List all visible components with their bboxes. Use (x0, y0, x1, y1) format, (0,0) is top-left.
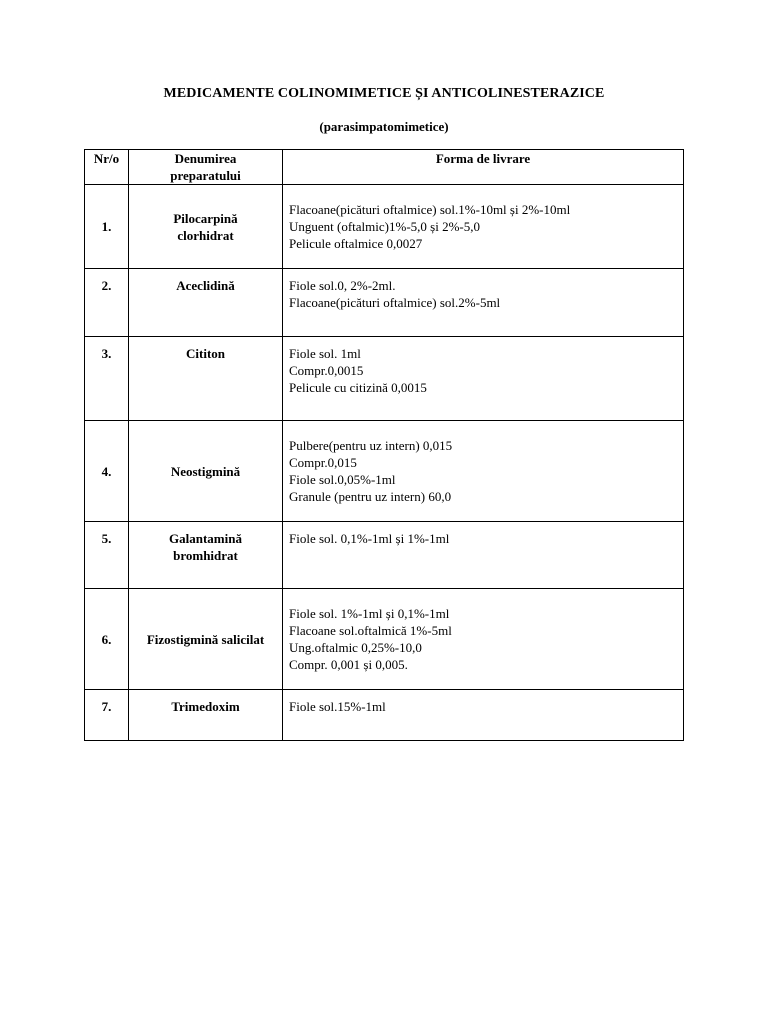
row-number (85, 421, 129, 522)
row-number-text: 1. (101, 219, 112, 234)
row-number-text: 6. (101, 631, 112, 647)
delivery-form-line: Fiole sol. 1ml (289, 346, 361, 361)
header-name-line1: Denumirea (174, 151, 237, 166)
table-row (85, 337, 684, 421)
header-name (129, 150, 283, 185)
delivery-forms (283, 269, 684, 337)
delivery-forms (283, 185, 684, 269)
drug-name-line: clorhidrat (177, 227, 234, 243)
delivery-form-line: Fiole sol.0, 2%-2ml. (289, 278, 396, 293)
row-number-text: 4. (101, 463, 112, 479)
drug-name (129, 269, 283, 337)
drug-name-line: Trimedoxim (171, 699, 240, 714)
row-number-text: 2. (101, 278, 112, 293)
delivery-form-line: Fiole sol. 1%-1ml și 0,1%-1ml (289, 606, 450, 621)
delivery-forms (283, 421, 684, 522)
row-number (85, 690, 129, 741)
drug-name (129, 421, 283, 522)
delivery-form-line: Flacoane sol.oftalmică 1%-5ml (289, 623, 452, 638)
drug-name-line: bromhidrat (173, 548, 238, 563)
delivery-form-line: Pulbere(pentru uz intern) 0,015 (289, 438, 453, 453)
table-row (85, 269, 684, 337)
drug-name-line: Fizostigmină salicilat (146, 631, 265, 647)
delivery-form-line: Fiole sol. 0,1%-1ml și 1%-1ml (289, 531, 450, 546)
drug-name (129, 337, 283, 421)
drug-name (129, 690, 283, 741)
drug-name-line: Pilocarpină (173, 210, 238, 226)
row-number (85, 522, 129, 589)
table-row (85, 522, 684, 589)
delivery-form-line: Flacoane(picături oftalmice) sol.2%-5ml (289, 295, 501, 310)
table-row (85, 589, 684, 690)
delivery-form-line: Pelicule cu citizină 0,0015 (289, 380, 427, 395)
drug-name-line: Neostigmină (170, 463, 241, 479)
row-number (85, 269, 129, 337)
header-form: Forma de livrare (283, 150, 684, 185)
row-number-text: 7. (101, 699, 112, 714)
table-row (85, 690, 684, 741)
row-number (85, 337, 129, 421)
table-header-row (85, 150, 684, 185)
delivery-form-line: Compr. 0,001 și 0,005. (289, 657, 408, 672)
medication-table (84, 149, 684, 741)
drug-name-line: Galantamină (169, 531, 242, 546)
row-number-text: 3. (101, 346, 112, 361)
drug-name (129, 185, 283, 269)
document-subtitle: (parasimpatomimetice) (319, 119, 449, 134)
delivery-forms (283, 522, 684, 589)
delivery-forms (283, 589, 684, 690)
delivery-form-line: Fiole sol.0,05%-1ml (289, 472, 396, 487)
table-row (85, 421, 684, 522)
delivery-form-line: Compr.0,0015 (289, 363, 364, 378)
delivery-form-line: Compr.0,015 (289, 455, 357, 470)
table-row (85, 185, 684, 269)
drug-name-line: Aceclidină (176, 278, 235, 293)
row-number (85, 589, 129, 690)
delivery-form-line: Ung.oftalmic 0,25%-10,0 (289, 640, 422, 655)
row-number (85, 185, 129, 269)
delivery-form-line: Granule (pentru uz intern) 60,0 (289, 489, 452, 504)
delivery-form-line: Flacoane(picături oftalmice) sol.1%-10ml și 2%-10ml (289, 202, 571, 217)
row-number-text: 5. (101, 531, 112, 546)
header-nr: Nr/o (85, 150, 129, 185)
document-title: MEDICAMENTE COLINOMIMETICE ȘI ANTICOLINESTERAZICE (163, 86, 605, 101)
drug-name (129, 589, 283, 690)
delivery-form-line: Unguent (oftalmic)1%-5,0 și 2%-5,0 (289, 219, 480, 234)
delivery-form-line: Pelicule oftalmice 0,0027 (289, 236, 423, 251)
delivery-forms (283, 690, 684, 741)
delivery-form-line: Fiole sol.15%-1ml (289, 699, 386, 714)
header-name-line2: preparatului (170, 168, 241, 183)
drug-name (129, 522, 283, 589)
drug-name-line: Cititon (186, 346, 225, 361)
delivery-forms (283, 337, 684, 421)
